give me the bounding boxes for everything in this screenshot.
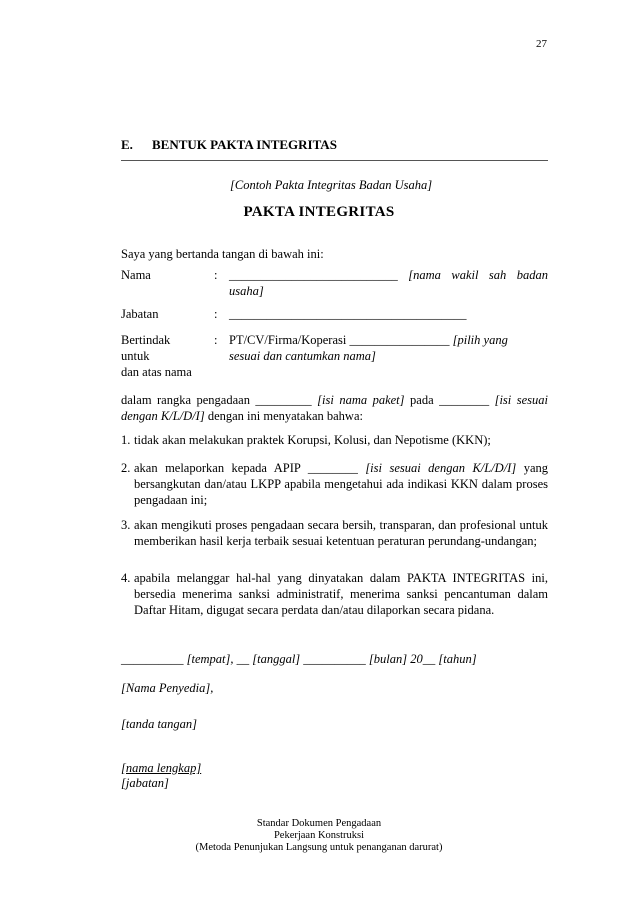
page-number: 27	[536, 38, 547, 50]
field-label-jabatan: Jabatan	[121, 307, 159, 321]
intro-text: Saya yang bertanda tangan di bawah ini:	[121, 247, 324, 261]
hint-nama-paket: [isi nama paket]	[317, 393, 405, 407]
signer-position: [jabatan]	[121, 776, 169, 790]
field-bertindak	[121, 332, 548, 380]
list-item: 1. tidak akan melakukan praktek Korupsi, Kolusi, dan Nepotisme (KKN);	[121, 433, 491, 447]
field-colon: :	[214, 307, 218, 321]
section-heading	[121, 137, 337, 153]
field-value-nama	[229, 267, 548, 299]
nama-blank: ___________________________	[229, 268, 398, 282]
section-divider	[121, 160, 548, 161]
example-note: [Contoh Pakta Integritas Badan Usaha]	[230, 178, 433, 192]
document-title: PAKTA INTEGRITAS	[243, 204, 395, 220]
field-colon: :	[214, 333, 218, 347]
section-number: E.	[121, 137, 133, 152]
nama-hint: [nama wakil sah badan usaha]	[229, 268, 549, 298]
footer-line-2: Pekerjaan Konstruksi	[273, 830, 365, 841]
field-jabatan	[121, 306, 548, 322]
list-item: 2. akan melaporkan kepada APIP ________ [isi sesuai dengan K/L/D/I] yang bersangkutan dan/atau LKPP apabila mengetahui ada indikasi KKN dalam proses pengadaan ini;	[121, 461, 549, 507]
bertindak-hint: [pilih yang sesuai dan cantumkan nama]	[229, 333, 508, 363]
footer-line-1: Standar Dokumen Pengadaan	[256, 818, 382, 829]
company-name: [Nama Penyedia],	[121, 681, 214, 695]
jabatan-blank: ______________________________________	[229, 307, 467, 321]
footer-line-3: (Metoda Penunjukan Langsung untuk penanganan darurat)	[195, 842, 443, 853]
field-nama	[121, 267, 548, 299]
signer-full-name: [nama lengkap]	[121, 761, 202, 775]
section-title: BENTUK PAKTA INTEGRITAS	[152, 137, 337, 152]
field-label-nama: Nama	[121, 268, 151, 282]
field-label-bertindak: Bertindak untuk dan atas nama	[121, 333, 192, 379]
statement-paragraph: dalam rangka pengadaan _________ [isi nama paket] pada ________ [isi sesuai dengan K/L/D/I] dengan ini menyatakan bahwa:	[121, 393, 548, 423]
hint-kldi: [isi sesuai dengan K/L/D/I]	[365, 461, 517, 475]
field-value-bertindak	[229, 332, 534, 364]
list-item: 4. apabila melanggar hal-hal yang dinyatakan dalam PAKTA INTEGRITAS ini, bersedia menerima sanksi administratif, menerima sanksi pencantuman dalam Daftar Hitam, digugat secara perdata dan/atau dilaporkan secara pidana.	[121, 571, 548, 617]
field-colon: :	[214, 268, 218, 282]
signature-placeholder: [tanda tangan]	[121, 717, 198, 731]
hint-kldi: [isi sesuai dengan K/L/D/I]	[121, 393, 548, 423]
place-date-line: __________ [tempat], __ [tanggal] __________ [bulan] 20__ [tahun]	[121, 652, 477, 666]
list-item: 3. akan mengikuti proses pengadaan secara bersih, transparan, dan profesional untuk memberikan hasil kerja terbaik sesuai ketentuan peraturan perundang-undangan;	[121, 518, 548, 548]
bertindak-value: PT/CV/Firma/Koperasi ________________	[229, 333, 450, 347]
